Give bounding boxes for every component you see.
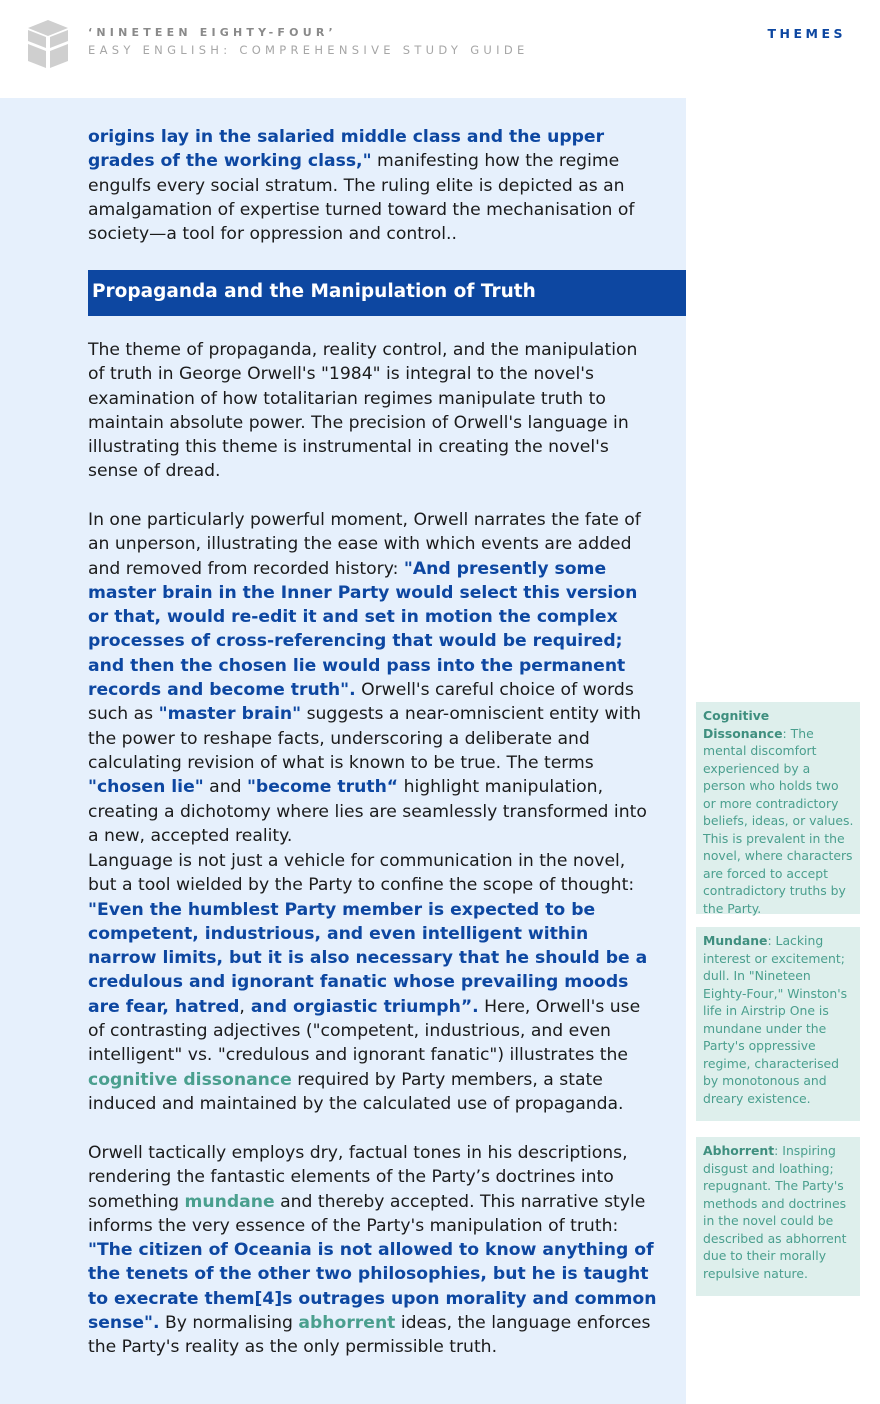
glossary-box-mundane — [696, 927, 860, 1121]
p4-text-4: ideas, the language enforces the Party's reality as the only permissible truth. — [88, 1313, 651, 1358]
p3-quote-1: "Even the humblest Party member is expected to be competent, industrious, and even intelligent within narrow limits, but it is also necessary that he should be a credulous and ignorant fanatic whose prevailing moods are fear, hatred — [88, 899, 648, 1017]
section-label: THEMES — [767, 26, 846, 41]
section-title: Propaganda and the Manipulation of Truth — [92, 281, 536, 302]
section-heading-bar — [88, 270, 686, 316]
p4-text-2: and thereby accepted. This narrative style informs the very essence of the Party's manipulation of truth: — [88, 1191, 646, 1236]
glossary-box-cognitive-dissonance — [696, 702, 860, 914]
paragraph-4 — [88, 1141, 658, 1360]
glossary-term: Cognitive Dissonance — [703, 708, 783, 741]
p3-text-2: Here, Orwell's use of contrasting adjectives ("competent, industrious, and even intelligent" vs. "credulous and ignorant fanatic") illustrates the — [88, 996, 641, 1066]
glossary-term: Abhorrent — [703, 1143, 775, 1158]
p4-quote-1: "The citizen of Oceania is not allowed to know anything of the tenets of the other two philosophies, but he is taught to execrate them[4]s outrages upon morality and common sense". — [88, 1240, 657, 1334]
intro-text: manifesting how the regime engulfs every social stratum. The ruling elite is depicted as an amalgamation of expertise turned toward the mechanisation of society—a tool for oppression and control.. — [88, 151, 635, 245]
p3-text-3: required by Party members, a state induced and maintained by the calculated use of propaganda. — [88, 1069, 624, 1114]
glossary-box-abhorrent — [696, 1137, 860, 1296]
glossary-link-abhorrent[interactable]: abhorrent — [298, 1313, 396, 1334]
p4-text-3: By normalising — [159, 1313, 299, 1334]
p3-text-1: Language is not just a vehicle for communication in the novel, but a tool wielded by the Party to confine the scope of thought: — [88, 851, 635, 896]
intro-paragraph — [88, 125, 658, 246]
p4-text-1: Orwell tactically employs dry, factual tones in his descriptions, rendering the fantastic elements of the Party’s doctrines into something — [88, 1143, 628, 1212]
glossary-definition: : Inspiring disgust and loathing; repugnant. The Party's methods and doctrines in the novel could be described as abhorrent due to their morally repulsive nature. — [703, 1143, 847, 1281]
p2-text-1: In one particularly powerful moment, Orwell narrates the fate of an unperson, illustrating the ease with which events are added and removed from recorded history: — [88, 510, 641, 579]
main-content-panel — [0, 98, 686, 1404]
guide-subtitle: EASY ENGLISH: COMPREHENSIVE STUDY GUIDE — [88, 43, 529, 57]
p2-text-2: Orwell's careful choice of words such as — [88, 680, 634, 725]
p2-text-4: and — [203, 777, 247, 798]
p3-quote-2: and orgiastic triumph”. — [244, 996, 479, 1017]
books-stack-icon — [26, 18, 70, 70]
p3-comma: , — [239, 996, 245, 1017]
p2-quote-1: "And presently some master brain in the Inner Party would select this version or that, would re-edit it and set in motion the complex processes of cross-referencing that would be required; and then the chosen lie would pass into the permanent records and become truth". — [88, 558, 638, 701]
glossary-definition: : The mental discomfort experienced by a person who holds two or more contradictory beliefs, ideas, or values. This is prevalent in the novel, where characters are forced to accept contradictory truths by the Party. — [703, 725, 854, 916]
glossary-link-cognitive-dissonance[interactable]: cognitive dissonance — [88, 1069, 292, 1090]
paragraph-1-text: The theme of propaganda, reality control, and the manipulation of truth in George Orwell's "1984" is integral to the novel's examination of how totalitarian regimes manipulate truth to maintain absolute power. The precision of Orwell's language in illustrating this theme is instrumental in creating the novel's sense of dread. — [88, 340, 638, 482]
p2-text-3: suggests a near-omniscient entity with the power to reshape facts, underscoring a deliberate and calculating revision of what is known to be true. The terms — [88, 704, 642, 773]
p2-text-5: highlight manipulation, creating a dichotomy where lies are seamlessly transformed into a new, accepted reality. — [88, 777, 647, 846]
p2-quote-3: "chosen lie" — [88, 777, 204, 798]
glossary-definition: : Lacking interest or excitement; dull. In "Nineteen Eighty-Four," Winston's life in Airstrip One is mundane under the Party's oppressive regime, characterised by monotonous and dreary existence. — [703, 933, 848, 1106]
paragraph-1 — [88, 338, 658, 484]
p2-quote-4: "become truth“ — [246, 777, 399, 798]
p2-quote-2: "master brain" — [158, 704, 302, 725]
guide-title: ‘NINETEEN EIGHTY-FOUR’ — [88, 26, 337, 39]
intro-quote: origins lay in the salaried middle class and the upper grades of the working class," — [88, 127, 605, 172]
glossary-link-mundane[interactable]: mundane — [184, 1191, 275, 1212]
paragraph-2 — [88, 508, 658, 848]
glossary-term: Mundane — [703, 933, 768, 948]
page-header — [0, 0, 880, 98]
paragraph-3 — [88, 849, 658, 1116]
